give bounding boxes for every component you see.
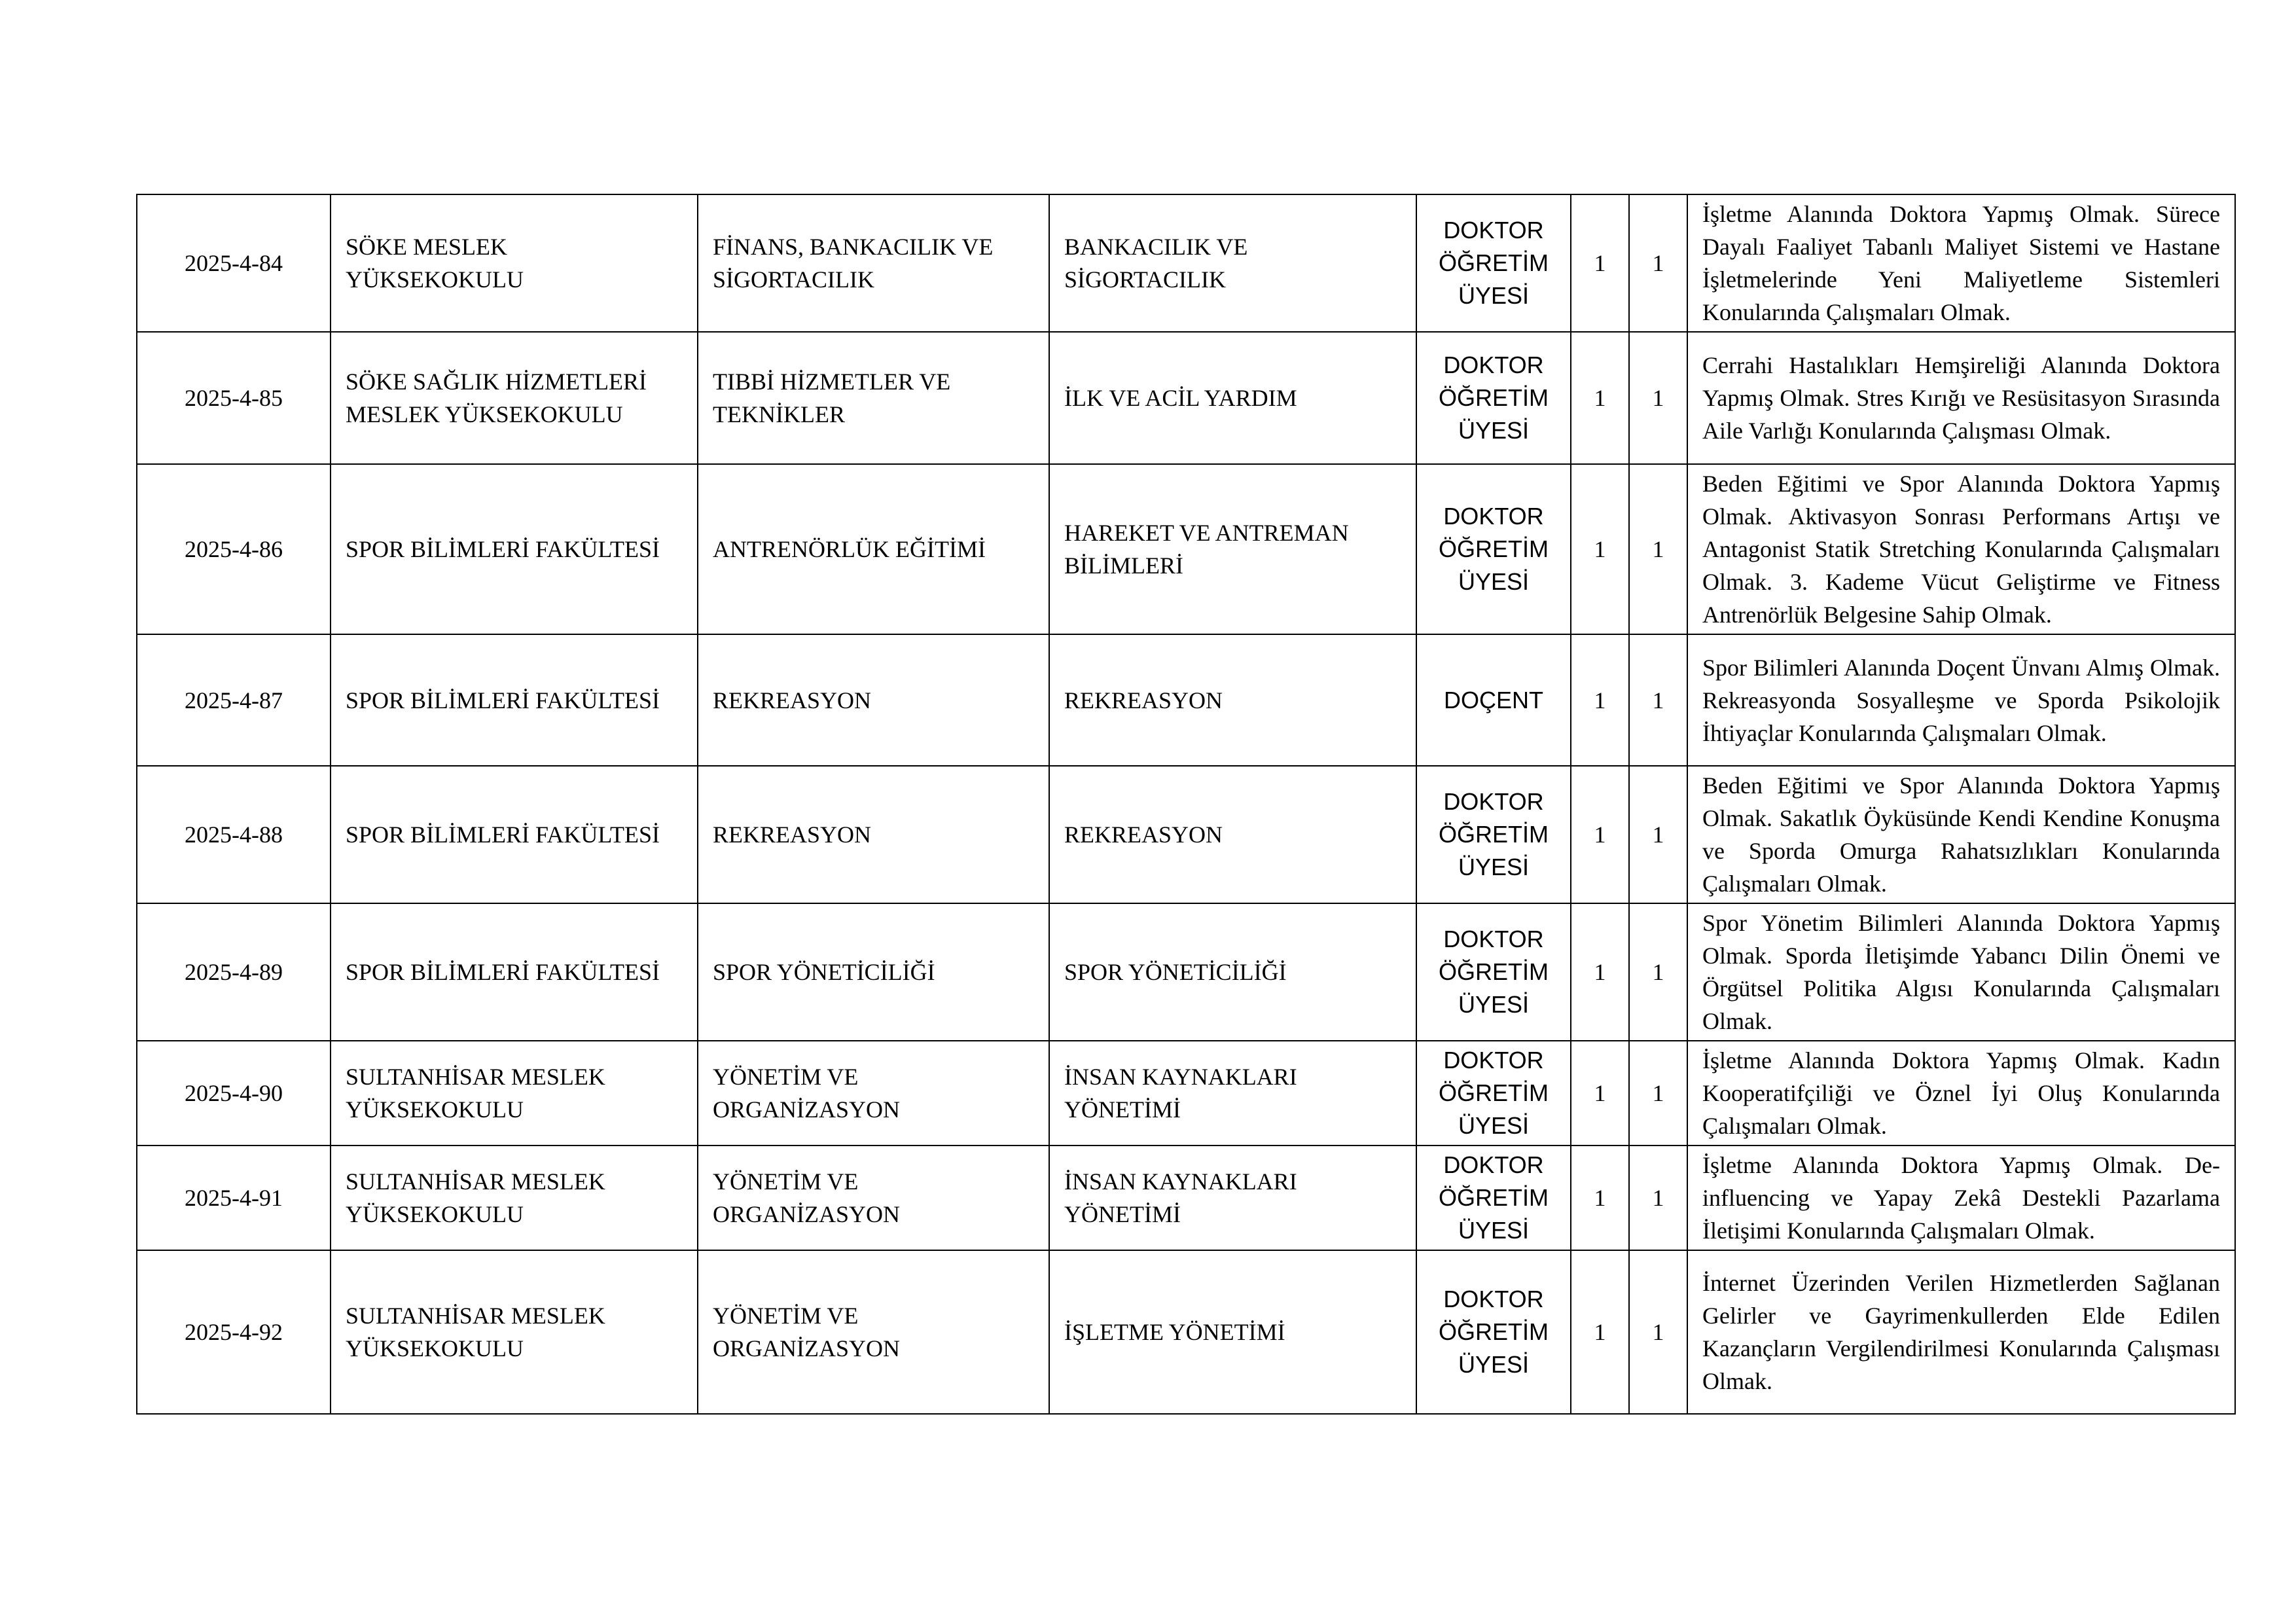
program-cell: İLK VE ACİL YARDIM	[1049, 332, 1416, 464]
requirements-cell	[1687, 1146, 2235, 1250]
table-row	[137, 332, 2235, 464]
unit-cell: SÖKE SAĞLIK HİZMETLERİ MESLEK YÜKSEKOKULU	[331, 332, 698, 464]
department-cell: REKREASYON	[698, 766, 1049, 903]
requirements-text: Spor Bilimleri Alanında Doçent Ünvanı Almış Olmak. Rekreasyonda Sosyalleşme ve Sporda Psikolojik İhtiyaçlar Konularında Çalışmaları Olmak.	[1702, 654, 2220, 746]
department-cell: YÖNETİM VE ORGANİZASYON	[698, 1041, 1049, 1146]
program-cell: İNSAN KAYNAKLARI YÖNETİMİ	[1049, 1146, 1416, 1250]
department-cell: SPOR YÖNETİCİLİĞİ	[698, 903, 1049, 1041]
unit-cell: SULTANHİSAR MESLEK YÜKSEKOKULU	[331, 1041, 698, 1146]
requirements-cell	[1687, 1041, 2235, 1146]
announcement-code-cell: 2025-4-90	[137, 1041, 331, 1146]
requirements-text: Cerrahi Hastalıkları Hemşireliği Alanında Doktora Yapmış Olmak. Stres Kırığı ve Resüsitasyon Sırasında Aile Varlığı Konularında Çalışması Olmak.	[1702, 352, 2220, 444]
requirements-text: Beden Eğitimi ve Spor Alanında Doktora Yapmış Olmak. Aktivasyon Sonrası Performans Artışı ve Antagonist Statik Stretching Konularında Çalışmaları Olmak. 3. Kademe Vücut Geliştirme ve Fitness Antrenörlük Belgesine Sahip Olmak.	[1702, 471, 2220, 628]
position-count-cell: 1	[1571, 903, 1629, 1041]
position-listing-table	[136, 194, 2236, 1415]
announcement-code-cell: 2025-4-86	[137, 464, 331, 634]
academic-title-cell: DOKTOR ÖĞRETİM ÜYESİ	[1416, 903, 1571, 1041]
announcement-code-cell: 2025-4-88	[137, 766, 331, 903]
academic-title-cell: DOKTOR ÖĞRETİM ÜYESİ	[1416, 1250, 1571, 1414]
requirements-cell	[1687, 1250, 2235, 1414]
announcement-code-cell: 2025-4-92	[137, 1250, 331, 1414]
requirements-text: Spor Yönetim Bilimleri Alanında Doktora Yapmış Olmak. Sporda İletişimde Yabancı Dilin Önemi ve Örgütsel Politika Algısı Konularında Çalışmaları Olmak.	[1702, 910, 2220, 1034]
unit-cell: SULTANHİSAR MESLEK YÜKSEKOKULU	[331, 1146, 698, 1250]
degree-cell: 1	[1629, 1250, 1687, 1414]
requirements-text: İşletme Alanında Doktora Yapmış Olmak. De-influencing ve Yapay Zekâ Destekli Pazarlama İletişimi Konularında Çalışmaları Olmak.	[1702, 1152, 2220, 1244]
position-count-cell: 1	[1571, 464, 1629, 634]
announcement-code-cell: 2025-4-85	[137, 332, 331, 464]
department-cell: TIBBİ HİZMETLER VE TEKNİKLER	[698, 332, 1049, 464]
program-cell: BANKACILIK VE SİGORTACILIK	[1049, 194, 1416, 332]
requirements-cell	[1687, 194, 2235, 332]
requirements-text: Beden Eğitimi ve Spor Alanında Doktora Yapmış Olmak. Sakatlık Öyküsünde Kendi Kendine Konuşma ve Sporda Omurga Rahatsızlıkları Konularında Çalışmaları Olmak.	[1702, 772, 2220, 897]
table-row	[137, 1041, 2235, 1146]
table-row	[137, 1250, 2235, 1414]
position-count-cell: 1	[1571, 194, 1629, 332]
program-cell: SPOR YÖNETİCİLİĞİ	[1049, 903, 1416, 1041]
requirements-text: İşletme Alanında Doktora Yapmış Olmak. Sürece Dayalı Faaliyet Tabanlı Maliyet Sistemi ve Hastane İşletmelerinde Yeni Maliyetleme Sistemleri Konularında Çalışmaları Olmak.	[1702, 201, 2220, 325]
table-row	[137, 1146, 2235, 1250]
academic-title-cell: DOKTOR ÖĞRETİM ÜYESİ	[1416, 1146, 1571, 1250]
unit-cell: SULTANHİSAR MESLEK YÜKSEKOKULU	[331, 1250, 698, 1414]
degree-cell: 1	[1629, 766, 1687, 903]
requirements-cell	[1687, 766, 2235, 903]
unit-cell: SPOR BİLİMLERİ FAKÜLTESİ	[331, 903, 698, 1041]
degree-cell: 1	[1629, 634, 1687, 766]
unit-cell: SPOR BİLİMLERİ FAKÜLTESİ	[331, 766, 698, 903]
position-count-cell: 1	[1571, 1146, 1629, 1250]
program-cell: İŞLETME YÖNETİMİ	[1049, 1250, 1416, 1414]
degree-cell: 1	[1629, 1146, 1687, 1250]
requirements-cell	[1687, 634, 2235, 766]
table-row	[137, 766, 2235, 903]
position-count-cell: 1	[1571, 332, 1629, 464]
requirements-text: İşletme Alanında Doktora Yapmış Olmak. Kadın Kooperatifçiliği ve Öznel İyi Oluş Konularında Çalışmaları Olmak.	[1702, 1047, 2220, 1139]
unit-cell: SÖKE MESLEK YÜKSEKOKULU	[331, 194, 698, 332]
requirements-text: İnternet Üzerinden Verilen Hizmetlerden Sağlanan Gelirler ve Gayrimenkullerden Elde Edilen Kazançların Vergilendirilmesi Konularında Çalışması Olmak.	[1702, 1270, 2220, 1394]
position-count-cell: 1	[1571, 634, 1629, 766]
announcement-code-cell: 2025-4-89	[137, 903, 331, 1041]
department-cell: FİNANS, BANKACILIK VE SİGORTACILIK	[698, 194, 1049, 332]
academic-title-cell: DOKTOR ÖĞRETİM ÜYESİ	[1416, 194, 1571, 332]
department-cell: YÖNETİM VE ORGANİZASYON	[698, 1146, 1049, 1250]
degree-cell: 1	[1629, 464, 1687, 634]
table-row	[137, 903, 2235, 1041]
requirements-cell	[1687, 903, 2235, 1041]
program-cell: İNSAN KAYNAKLARI YÖNETİMİ	[1049, 1041, 1416, 1146]
table-row	[137, 464, 2235, 634]
degree-cell: 1	[1629, 903, 1687, 1041]
degree-cell: 1	[1629, 1041, 1687, 1146]
announcement-code-cell: 2025-4-91	[137, 1146, 331, 1250]
academic-title-cell: DOKTOR ÖĞRETİM ÜYESİ	[1416, 464, 1571, 634]
degree-cell: 1	[1629, 194, 1687, 332]
academic-title-cell: DOÇENT	[1416, 634, 1571, 766]
department-cell: YÖNETİM VE ORGANİZASYON	[698, 1250, 1049, 1414]
table-row	[137, 634, 2235, 766]
department-cell: ANTRENÖRLÜK EĞİTİMİ	[698, 464, 1049, 634]
unit-cell: SPOR BİLİMLERİ FAKÜLTESİ	[331, 634, 698, 766]
position-count-cell: 1	[1571, 766, 1629, 903]
academic-title-cell: DOKTOR ÖĞRETİM ÜYESİ	[1416, 332, 1571, 464]
academic-title-cell: DOKTOR ÖĞRETİM ÜYESİ	[1416, 1041, 1571, 1146]
degree-cell: 1	[1629, 332, 1687, 464]
requirements-cell	[1687, 332, 2235, 464]
position-count-cell: 1	[1571, 1250, 1629, 1414]
requirements-cell	[1687, 464, 2235, 634]
academic-title-cell: DOKTOR ÖĞRETİM ÜYESİ	[1416, 766, 1571, 903]
program-cell: REKREASYON	[1049, 634, 1416, 766]
position-count-cell: 1	[1571, 1041, 1629, 1146]
unit-cell: SPOR BİLİMLERİ FAKÜLTESİ	[331, 464, 698, 634]
department-cell: REKREASYON	[698, 634, 1049, 766]
announcement-code-cell: 2025-4-84	[137, 194, 331, 332]
announcement-code-cell: 2025-4-87	[137, 634, 331, 766]
table-row	[137, 194, 2235, 332]
program-cell: HAREKET VE ANTREMAN BİLİMLERİ	[1049, 464, 1416, 634]
program-cell: REKREASYON	[1049, 766, 1416, 903]
